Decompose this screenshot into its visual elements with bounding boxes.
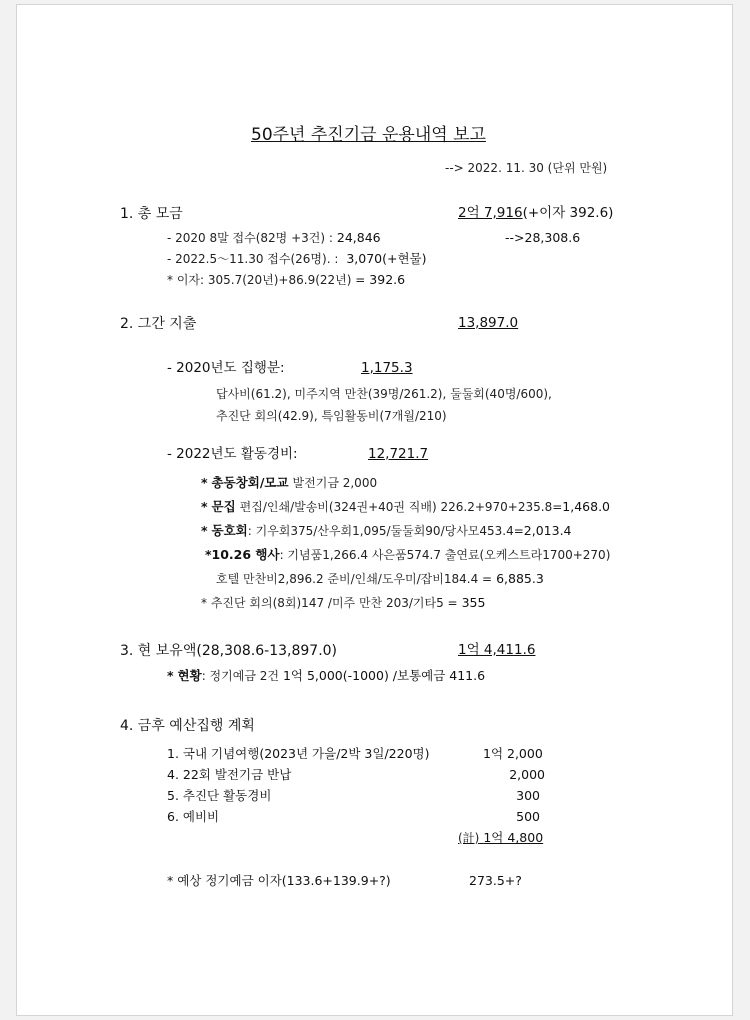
bullet: * xyxy=(201,523,208,538)
section-3-total: 1억 4,411.6 xyxy=(458,642,536,658)
plan-item-label: 1. 국내 기념여행(2023년 가을/2박 3일/220명) xyxy=(167,746,430,761)
note-value: 1억 5,000(-1000) /보통예금 411.6 xyxy=(282,668,486,683)
item-value: 355 xyxy=(461,595,486,610)
report-date: --> 2022. 11. 30 (단위 만원) xyxy=(445,161,608,175)
document-page xyxy=(16,4,733,1016)
plan-item-label: 6. 예비비 xyxy=(167,809,220,824)
item-value: 2,013.4 xyxy=(523,523,572,538)
item-detail: 편집/인쇄/발송비(324권+40권 직배) 226.2+970+235.8= xyxy=(239,500,563,514)
expense-item-meetings xyxy=(201,597,485,610)
line-value: 24,846 xyxy=(336,230,381,245)
line-value: 3,070(+현물) xyxy=(346,251,427,266)
item-detail: 발전기금 2,000 xyxy=(292,476,378,490)
section-1-line-1 xyxy=(167,232,381,245)
plan-item-value: 1억 2,000 xyxy=(483,746,543,761)
plan-item-value: 2,000 xyxy=(509,767,545,782)
interest-estimate-label: * 예상 정기예금 이자(133.6+139.9+?) xyxy=(167,873,391,888)
section-2a-value: 1,175.3 xyxy=(361,360,413,376)
document-title: 50주년 추진기금 운용내역 보고 xyxy=(251,125,486,145)
section-2b-value: 12,721.7 xyxy=(368,446,429,462)
item-title: *10.26 행사 xyxy=(205,547,280,562)
section-2a-detail-2: 추진단 회의(42.9), 특임활동비(7개월/210) xyxy=(216,409,447,423)
section-1-total-main: 2억 7,916 xyxy=(458,205,523,221)
section-1-line-2 xyxy=(167,253,427,266)
section-2-heading: 2. 그간 지출 xyxy=(120,316,197,332)
section-1-arrow-total: -->28,308.6 xyxy=(505,230,581,245)
section-1-line-3 xyxy=(167,274,405,287)
plan-sum xyxy=(458,832,543,845)
section-1-total-extra: (+이자 392.6) xyxy=(522,205,614,221)
section-4-heading: 4. 금후 예산집행 계획 xyxy=(120,718,255,734)
section-1-total xyxy=(458,207,613,221)
section-3-heading: 3. 현 보유액(28,308.6-13,897.0) xyxy=(120,643,338,659)
expense-item-event-cont xyxy=(216,573,544,586)
sum-prefix: (計) xyxy=(458,831,480,845)
line-label: - 2022.5～11.30 접수(26명). : xyxy=(167,252,339,266)
bullet: * xyxy=(201,475,208,490)
expense-item-anthology xyxy=(201,501,610,514)
note-title: 현황 xyxy=(177,668,202,683)
plan-item-value: 500 xyxy=(516,809,540,824)
section-1-heading: 1. 총 모금 xyxy=(120,206,183,222)
expense-item-event xyxy=(205,549,610,562)
item-detail: 호텔 만찬비2,896.2 준비/인쇄/도우미/잡비184.4 = xyxy=(216,572,493,586)
item-title: 동호회 xyxy=(211,523,248,538)
line-label: * 이자: 305.7(20년)+86.9(22년) = xyxy=(167,273,366,287)
item-value: 6,885.3 xyxy=(496,571,544,586)
item-title: 총동창회/모교 xyxy=(211,475,289,490)
item-detail: * 추진단 회의(8회)147 /미주 만찬 203/기타5 = xyxy=(201,596,458,610)
line-value: 392.6 xyxy=(369,272,406,287)
line-label: - 2020 8말 접수(82명 +3건) : xyxy=(167,231,333,245)
bullet: * xyxy=(167,668,174,683)
section-2a-label: - 2020년도 집행분: xyxy=(167,360,285,376)
item-value: 1,468.0 xyxy=(562,499,610,514)
expense-item-alumni xyxy=(201,477,377,490)
interest-estimate-value: 273.5+? xyxy=(469,873,522,888)
sum-value: 1억 4,800 xyxy=(483,830,544,845)
item-detail: : 기념품1,266.4 사은품574.7 출연료(오케스트라1700+270) xyxy=(279,548,611,562)
plan-item-label: 5. 추진단 활동경비 xyxy=(167,788,272,803)
section-2b-label: - 2022년도 활동경비: xyxy=(167,446,298,462)
plan-item-label: 4. 22회 발전기금 반납 xyxy=(167,767,292,782)
section-3-note xyxy=(167,670,485,683)
section-2a-detail-1: 답사비(61.2), 미주지역 만찬(39명/261.2), 둘둘회(40명/600), xyxy=(216,387,552,401)
item-title: 문집 xyxy=(211,499,236,514)
note-detail: : 정기예금 2건 xyxy=(201,669,279,683)
section-2-total: 13,897.0 xyxy=(458,315,519,331)
item-detail: : 기우회375/산우회1,095/둘둘회90/당사모453.4= xyxy=(247,524,524,538)
bullet: * xyxy=(201,499,208,514)
expense-item-clubs xyxy=(201,525,572,538)
plan-item-value: 300 xyxy=(516,788,540,803)
